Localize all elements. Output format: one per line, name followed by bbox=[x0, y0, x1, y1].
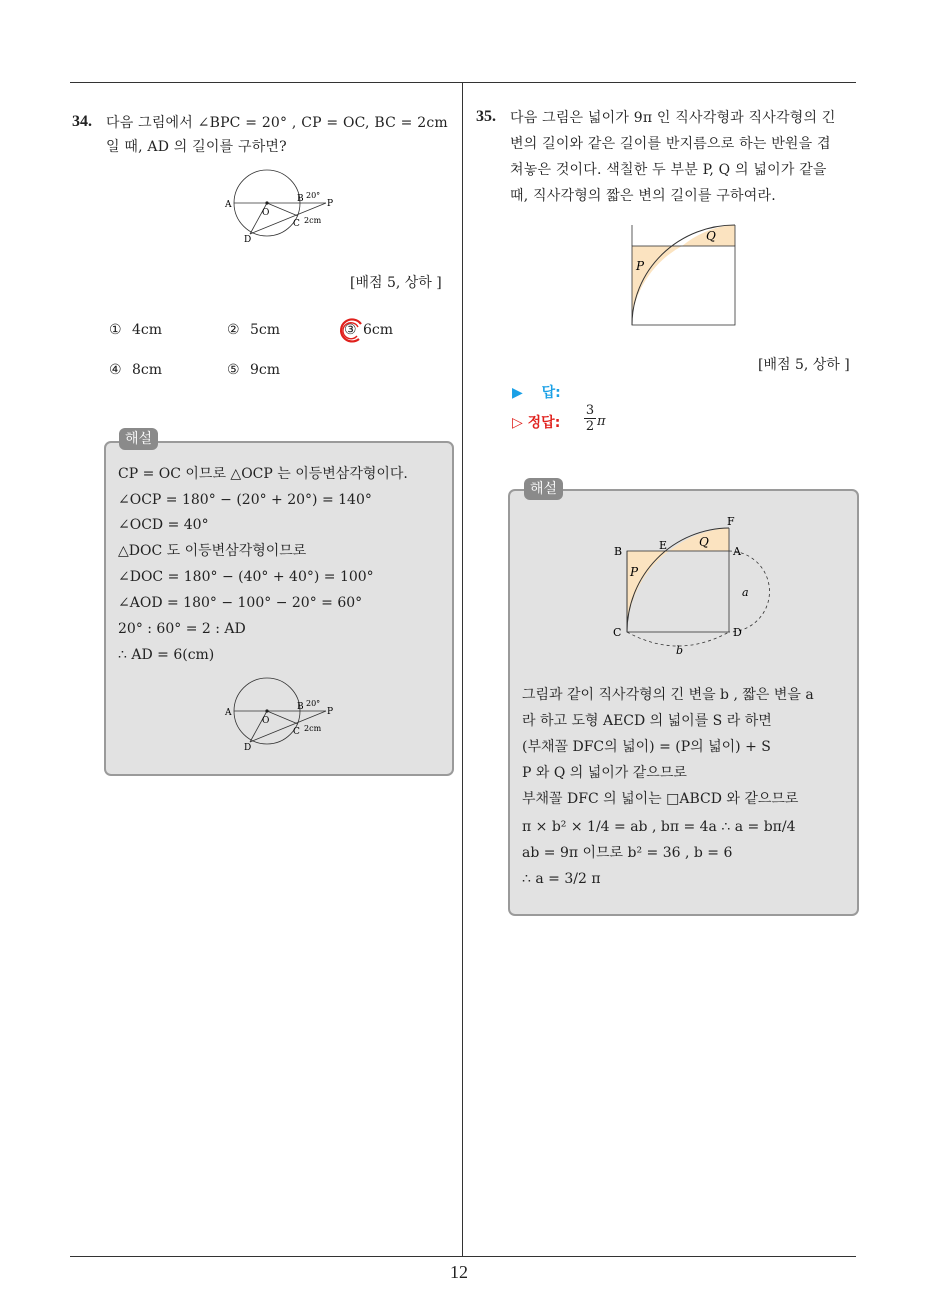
q34-sol-fig-angle: 20° bbox=[306, 699, 321, 708]
q34-score: [배점 5, 상하 ] bbox=[350, 275, 442, 291]
q34-sol-fig-label-a: A bbox=[225, 708, 232, 718]
q35-sol-fig-label-a: A bbox=[733, 545, 741, 558]
choice-text: 4cm bbox=[132, 322, 163, 338]
q35-solution-line: ∴ a = 3/2 π bbox=[522, 871, 601, 887]
q34-fig-label-p: P bbox=[327, 199, 334, 209]
q34-sol-fig-len: 2cm bbox=[304, 724, 322, 733]
q35-correct-value bbox=[584, 403, 596, 434]
choice-mark: ③ bbox=[344, 322, 357, 338]
q34-choice-2[interactable] bbox=[227, 322, 280, 338]
q34-fig-label-d: D bbox=[244, 235, 252, 245]
answer-label: 답: bbox=[541, 385, 561, 401]
q34-solution-line: CP = OC 이므로 △OCP 는 이등변삼각형이다. bbox=[118, 466, 408, 482]
choice-mark: ① bbox=[109, 322, 122, 338]
q35-sol-fig-label-b-len: b bbox=[676, 644, 684, 657]
q35-sol-fig-label-b: B bbox=[614, 545, 623, 558]
q34-choice-1[interactable] bbox=[109, 322, 162, 338]
q35-sol-fig-label-a-len: a bbox=[742, 586, 749, 599]
q34-figure bbox=[220, 168, 340, 248]
q34-fig-len: 2cm bbox=[304, 216, 322, 225]
q35-answer-row bbox=[512, 382, 561, 402]
correct-label: 정답: bbox=[527, 415, 561, 431]
q34-sol-fig-label-d: D bbox=[244, 743, 252, 753]
column-divider bbox=[462, 82, 463, 1256]
q34-fig-label-b: B bbox=[297, 194, 304, 204]
q34-number: 34. bbox=[72, 113, 92, 130]
choice-mark: ② bbox=[227, 322, 240, 338]
top-rule bbox=[70, 82, 856, 83]
q35-solution-line: 그림과 같이 직사각형의 긴 변을 b , 짧은 변을 a bbox=[522, 687, 814, 703]
bottom-rule bbox=[70, 1256, 856, 1257]
q35-sol-fig-label-p: P bbox=[630, 565, 639, 579]
q34-sol-fig-label-p: P bbox=[327, 707, 334, 717]
q35-solution-line: ab = 9π 이므로 b² = 36 , b = 6 bbox=[522, 845, 733, 861]
q34-solution-badge: 해설 bbox=[119, 428, 158, 450]
q35-solution-badge: 해설 bbox=[524, 478, 563, 500]
q34-sol-fig-label-o: O bbox=[262, 716, 270, 726]
q34-solution-line: ∠OCD = 40° bbox=[118, 517, 209, 533]
choice-mark: ④ bbox=[109, 362, 122, 378]
q34-text-line1: 다음 그림에서 ∠BPC = 20° , CP = OC, BC = 2cm bbox=[106, 115, 448, 131]
q35-correct-value-suffix: π bbox=[597, 414, 606, 429]
q35-sol-fig-label-e: E bbox=[659, 539, 668, 552]
fraction-denominator: 2 bbox=[585, 419, 595, 434]
q35-solution-line: 라 하고 도형 AECD 의 넓이를 S 라 하면 bbox=[522, 713, 772, 729]
choice-text: 5cm bbox=[250, 322, 281, 338]
q34-choice-4[interactable] bbox=[109, 362, 162, 378]
q34-sol-fig-label-b: B bbox=[297, 702, 304, 712]
q34-text-line2: 일 때, AD 의 길이를 구하면? bbox=[106, 139, 287, 155]
q34-fig-angle: 20° bbox=[306, 191, 321, 200]
q35-score: [배점 5, 상하 ] bbox=[758, 357, 850, 373]
choice-text: 6cm bbox=[363, 322, 394, 338]
q34-fig-label-a: A bbox=[225, 200, 232, 210]
q35-solution-line: P 와 Q 의 넓이가 같으므로 bbox=[522, 765, 687, 781]
q35-solution-line: (부채꼴 DFC의 넓이) = (P의 넓이) + S bbox=[522, 739, 771, 755]
q35-solution-line: π × b² × 1/4 = ab , bπ = 4a ∴ a = bπ/4 bbox=[522, 819, 796, 835]
choice-mark: ⑤ bbox=[227, 362, 240, 378]
q35-sol-fig-label-c: C bbox=[613, 626, 622, 639]
q35-fig-label-q: Q bbox=[706, 229, 716, 243]
q34-fig-label-o: O bbox=[262, 208, 270, 218]
blue-triangle-icon: ▶ bbox=[512, 385, 523, 401]
q34-solution-line: ∠DOC = 180° − (40° + 40°) = 100° bbox=[118, 569, 374, 585]
selected-answer-circle-icon bbox=[335, 316, 367, 346]
q34-solution-line: 20° : 60° = 2 : AD bbox=[118, 621, 246, 637]
q34-solution-line: ∴ AD = 6(cm) bbox=[118, 647, 215, 663]
red-triangle-outline-icon: ▷ bbox=[512, 415, 523, 431]
q35-sol-fig-label-f: F bbox=[727, 515, 735, 528]
q35-fig-label-p: P bbox=[636, 259, 645, 273]
q35-text-line3: 쳐놓은 것이다. 색칠한 두 부분 P, Q 의 넓이가 같을 bbox=[510, 162, 827, 178]
q34-solution-line: △DOC 도 이등변삼각형이므로 bbox=[118, 543, 307, 559]
q35-number: 35. bbox=[476, 108, 496, 125]
choice-text: 9cm bbox=[250, 362, 281, 378]
choice-text: 8cm bbox=[132, 362, 163, 378]
q34-fig-label-c: C bbox=[293, 219, 300, 229]
q35-figure bbox=[624, 218, 740, 330]
q34-solution-figure bbox=[220, 676, 340, 756]
q35-correct-row bbox=[512, 412, 560, 432]
q35-sol-fig-label-d: D bbox=[733, 626, 742, 639]
page-number: 12 bbox=[450, 1262, 468, 1282]
fraction-numerator: 3 bbox=[585, 403, 595, 418]
q35-text-line2: 변의 길이와 같은 길이를 반지름으로 하는 반원을 겹 bbox=[510, 136, 831, 152]
q34-solution-line: ∠OCP = 180° − (20° + 20°) = 140° bbox=[118, 492, 372, 508]
q34-solution-line: ∠AOD = 180° − 100° − 20° = 60° bbox=[118, 595, 363, 611]
q35-solution-figure bbox=[605, 508, 775, 660]
q35-text-line4: 때, 직사각형의 짧은 변의 길이를 구하여라. bbox=[510, 188, 776, 204]
q35-sol-fig-label-q: Q bbox=[699, 535, 709, 549]
q34-choice-5[interactable] bbox=[227, 362, 280, 378]
q35-solution-line: 부채꼴 DFC 의 넓이는 □ABCD 와 같으므로 bbox=[522, 791, 799, 807]
q34-sol-fig-label-c: C bbox=[293, 727, 300, 737]
q35-text-line1: 다음 그림은 넓이가 9π 인 직사각형과 직사각형의 긴 bbox=[510, 110, 836, 126]
